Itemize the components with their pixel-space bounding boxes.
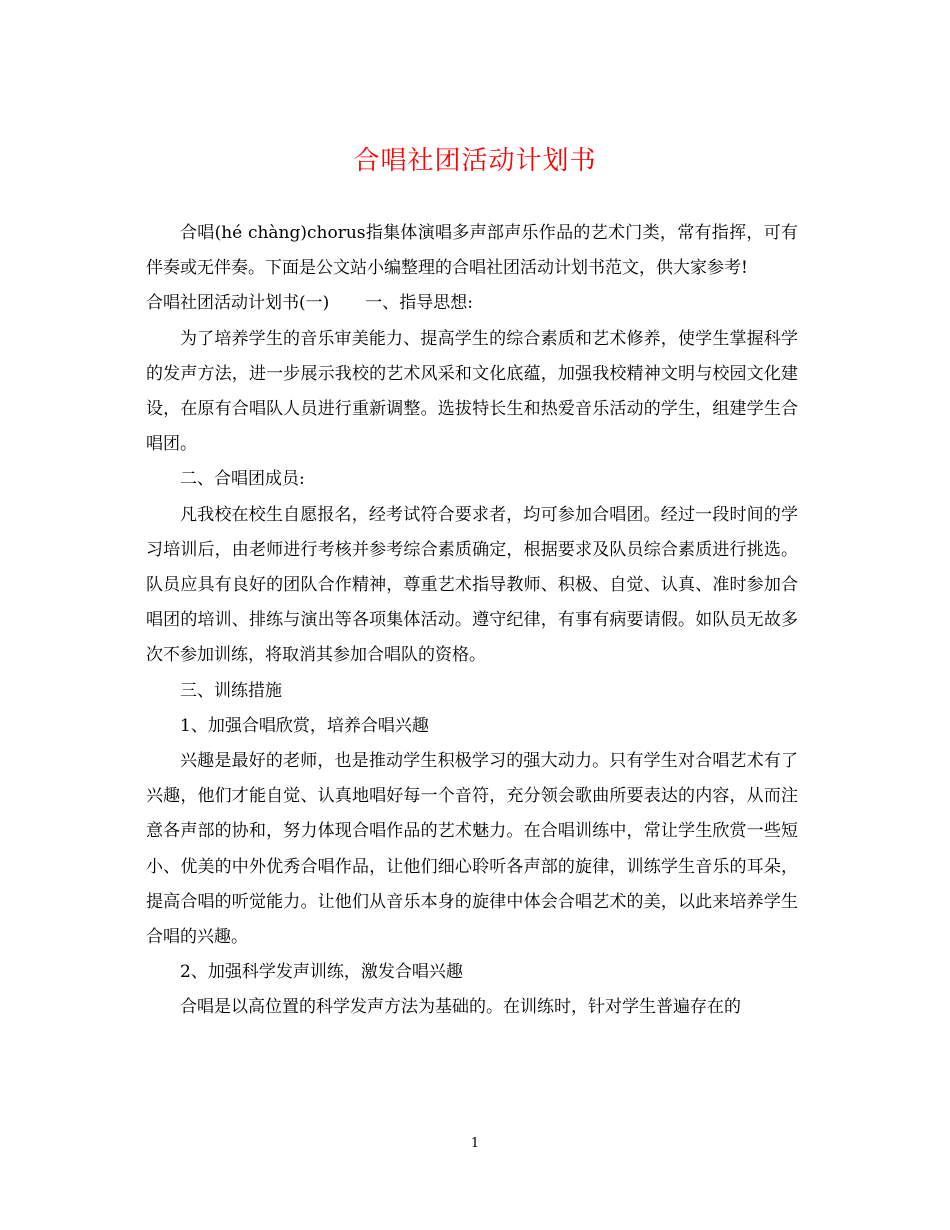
document-body [146, 216, 798, 1026]
guiding-heading: 一、指导思想: [365, 293, 473, 314]
members-heading: 二、合唱团成员: [180, 469, 305, 490]
measure2-heading: 2、加强科学发声训练，激发合唱兴趣 [180, 962, 463, 983]
page-number: 1 [470, 1136, 480, 1151]
measure2-paragraph: 合唱是以高位置的科学发声方法为基础的。在训练时，针对学生普遍存在的 [180, 997, 741, 1018]
measure1-heading: 1、加强合唱欣赏，培养合唱兴趣 [180, 715, 429, 736]
measure1-paragraph: 兴趣是最好的老师，也是推动学生积极学习的强大动力。只有学生对合唱艺术有了兴趣，他们才能自觉、认真地唱好每一个音符，充分领会歌曲所要表达的内容，从而注意各声部的协和，努力体现合唱作品的艺术魅力。在合唱训练中，常让学生欣赏一些短小、优美的中外优秀合唱作品，让他们细心聆听各声部的旋律，训练学生音乐的耳朵，提高合唱的听觉能力。让他们从音乐本身的旋律中体会合唱艺术的美，以此来培养学生合唱的兴趣。 [146, 751, 798, 948]
document-title: 合唱社团活动计划书 [353, 146, 597, 176]
section-one-heading: 合唱社团活动计划书(一) [146, 293, 330, 314]
intro-paragraph: 合唱(hé chàng)chorus指集体演唱多声部声乐作品的艺术门类，常有指挥，可有伴奏或无伴奏。下面是公文站小编整理的合唱社团活动计划书范文，供大家参考! [146, 223, 798, 279]
members-paragraph: 凡我校在校生自愿报名，经考试符合要求者，均可参加合唱团。经过一段时间的学习培训后，由老师进行考核并参考综合素质确定，根据要求及队员综合素质进行挑选。队员应具有良好的团队合作精神，尊重艺术指导教师、积极、自觉、认真、准时参加合唱团的培训、排练与演出等各项集体活动。遵守纪律，有事有病要请假。如队员无故多次不参加训练，将取消其参加合唱队的资格。 [146, 504, 798, 666]
section-heading-line [146, 286, 798, 321]
guiding-paragraph: 为了培养学生的音乐审美能力、提高学生的综合素质和艺术修养，使学生掌握科学的发声方法，进一步展示我校的艺术风采和文化底蕴，加强我校精神文明与校园文化建设，在原有合唱队人员进行重新调整。选拔特长生和热爱音乐活动的学生，组建学生合唱团。 [146, 328, 798, 455]
measures-heading: 三、训练措施 [180, 680, 282, 701]
